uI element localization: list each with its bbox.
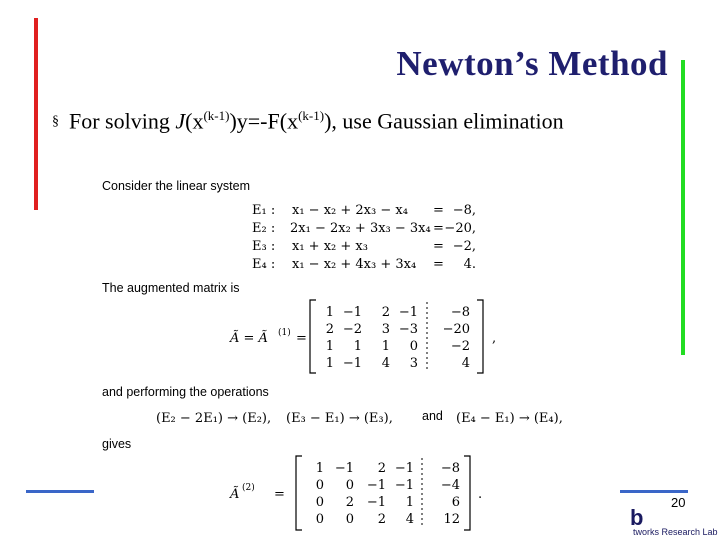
matrix-cell: −1: [342, 305, 362, 320]
equation-label: E₂ :: [252, 221, 276, 236]
page-number: 20: [671, 495, 686, 510]
matrix-cell: 0: [409, 339, 418, 354]
matrix1-right-bracket: [477, 300, 483, 373]
matrix-cell: 1: [325, 305, 334, 320]
operation-1: (E₂ − 2E₁) → (E₂),: [156, 411, 272, 426]
matrix-cell: 2: [381, 305, 390, 320]
matrix-cell: 0: [315, 495, 324, 510]
matrix-cell: 2: [325, 322, 334, 337]
bullet-prefix: For solving: [69, 108, 176, 134]
equation-rhs: −2,: [452, 239, 476, 254]
matrix-cell: 0: [345, 512, 354, 527]
bullet-jacobian-symbol: J: [175, 108, 186, 134]
matrix2-period: .: [478, 487, 483, 502]
bullet-superscript-1: (k-1): [203, 108, 230, 123]
slide-title: Newton’s Method: [396, 44, 668, 83]
matrix-cell: 2: [345, 495, 354, 510]
equation-equals: =: [433, 221, 444, 236]
operation-2: (E₃ − E₁) → (E₃),: [286, 411, 393, 426]
matrix-cell: 0: [345, 478, 354, 493]
operations-label: and performing the operations: [102, 385, 269, 399]
bullet-superscript-2: (k-1): [298, 108, 325, 123]
matrix-cell: 12: [443, 512, 460, 527]
equation-label: E₃ :: [252, 239, 276, 254]
equation-system: [252, 203, 476, 272]
matrix-cell: −1: [394, 461, 414, 476]
matrix-cell: 1: [315, 461, 324, 476]
matrix2-right-bracket: [464, 456, 470, 530]
matrix-cell: 1: [405, 495, 414, 510]
bullet-marker: §: [52, 114, 59, 130]
matrix-cell: 3: [381, 322, 390, 337]
matrix-cell: −2: [342, 322, 362, 337]
matrix2-left-bracket: [296, 456, 302, 530]
equation-equals: =: [433, 257, 444, 272]
matrix-cell: −1: [366, 478, 386, 493]
matrix-cell: −8: [450, 305, 470, 320]
blue-footer-line-left: [26, 490, 94, 493]
lab-logo-mark: b: [630, 505, 644, 530]
matrix2-lhs: Ã: [230, 487, 240, 502]
matrix-cell: 4: [405, 512, 414, 527]
matrix1-equals: =: [296, 331, 307, 346]
bullet-text: [52, 108, 564, 134]
matrix-cell: 6: [451, 495, 460, 510]
equation-equals: =: [433, 239, 444, 254]
bullet-suffix: ), use Gaussian elimination: [324, 108, 564, 134]
matrix-cell: 1: [325, 339, 334, 354]
equation-rhs: −20,: [444, 221, 476, 236]
equation-rhs: 4.: [463, 257, 476, 272]
matrix-cell: −1: [334, 461, 354, 476]
augmented-matrix-label: The augmented matrix is: [102, 281, 240, 295]
operations-and: and: [422, 409, 443, 423]
matrix-cell: 1: [353, 339, 362, 354]
matrix-cell: 4: [381, 356, 390, 371]
matrix-cell: 1: [381, 339, 390, 354]
matrix1-left-bracket: [310, 300, 316, 373]
matrix-cell: −1: [394, 478, 414, 493]
equation-lhs: 2x₁ − 2x₂ + 3x₃ − 3x₄: [290, 221, 431, 236]
equation-lhs: x₁ + x₂ + x₃: [292, 239, 368, 254]
matrix-cell: 1: [325, 356, 334, 371]
augmented-matrix-1: [229, 300, 496, 373]
matrix-cell: −20: [442, 322, 470, 337]
red-accent-bar: [34, 18, 38, 210]
bullet-part-mid: )y=-F(x: [229, 108, 299, 134]
gives-label: gives: [102, 437, 132, 451]
matrix-cell: 2: [377, 461, 386, 476]
equation-label: E₄ :: [252, 257, 276, 272]
matrix-cell: −3: [398, 322, 418, 337]
operation-3: (E₄ − E₁) → (E₄),: [456, 411, 563, 426]
matrix-cell: −1: [398, 305, 418, 320]
matrix-cell: 2: [377, 512, 386, 527]
equation-equals: =: [433, 203, 444, 218]
matrix-cell: 4: [461, 356, 470, 371]
matrix1-comma: ,: [492, 331, 497, 346]
equation-lhs: x₁ − x₂ + 2x₃ − x₄: [292, 203, 408, 218]
lab-logo-text: tworks Research Lab: [633, 527, 718, 537]
matrix-cell: 0: [315, 478, 324, 493]
equation-rhs: −8,: [452, 203, 476, 218]
equation-label: E₁ :: [252, 203, 276, 218]
matrix-cell: −1: [366, 495, 386, 510]
augmented-matrix-2: [229, 456, 482, 530]
matrix2-superscript: (2): [242, 483, 255, 493]
matrix-cell: 0: [315, 512, 324, 527]
bullet-part-x1: (x: [185, 108, 204, 134]
matrix1-lhs: Ã = Ã: [230, 331, 268, 346]
matrix-cell: −2: [450, 339, 470, 354]
textbook-example-image: [100, 170, 600, 535]
matrix-cell: −4: [440, 478, 460, 493]
matrix2-equals: =: [274, 487, 285, 502]
matrix-cell: −1: [342, 356, 362, 371]
equation-lhs: x₁ − x₂ + 4x₃ + 3x₄: [292, 257, 417, 272]
example-intro: Consider the linear system: [102, 179, 250, 193]
green-accent-bar: [681, 60, 685, 355]
matrix-cell: −8: [440, 461, 460, 476]
matrix1-superscript: (1): [278, 328, 291, 338]
matrix-cell: 3: [409, 356, 418, 371]
blue-footer-line-right: [620, 490, 688, 493]
